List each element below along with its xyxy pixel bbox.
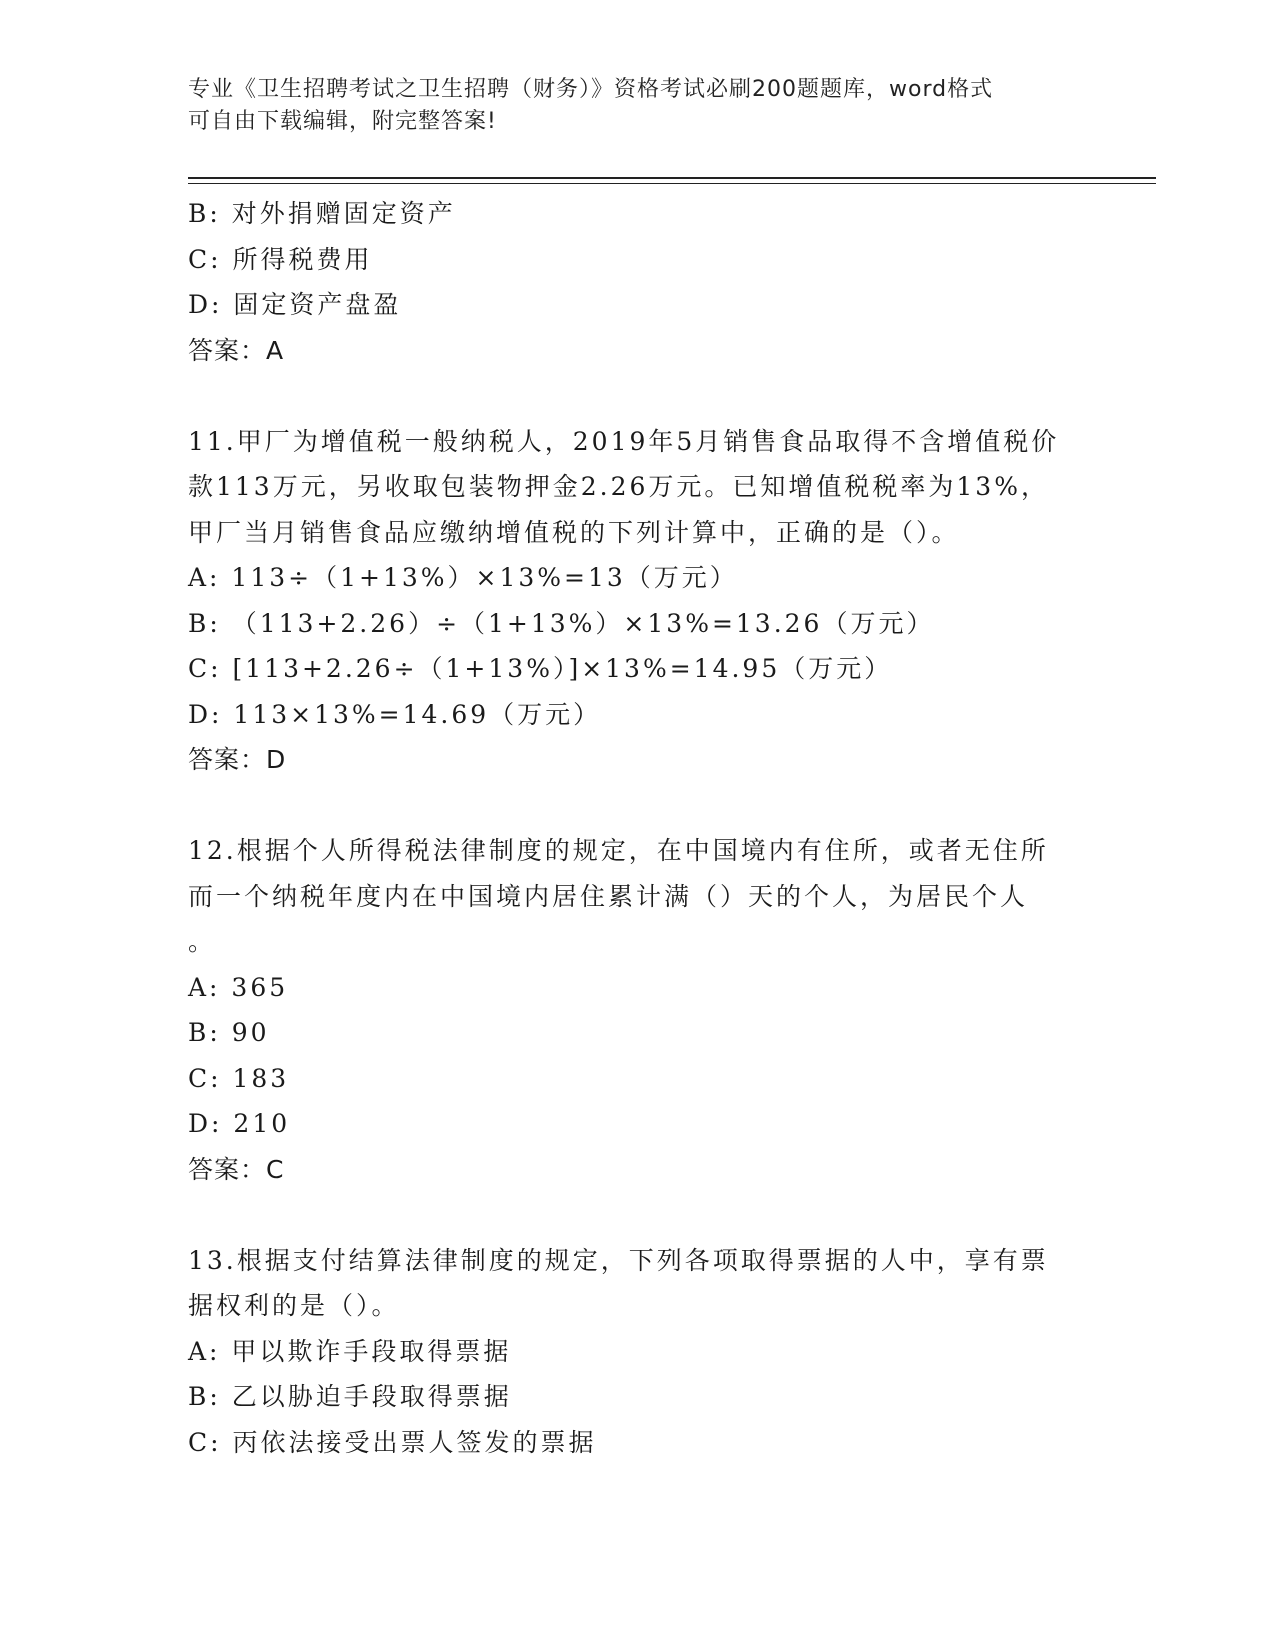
question-text-line: 12.根据个人所得税法律制度的规定，在中国境内有住所，或者无住所 (188, 836, 1049, 865)
answer-label: 答案：D (188, 745, 287, 774)
header-line-2: 可自由下载编辑，附完整答案! (188, 109, 497, 134)
spacer (188, 783, 1088, 829)
option-d: D: 210 (188, 1109, 291, 1138)
answer-label: 答案：A (188, 335, 285, 365)
option-d: D: 113×13%=14.69（万元） (188, 699, 602, 729)
header-line-1: 专业《卫生招聘考试之卫生招聘（财务）》资格考试必刷200题题库，word格式 (188, 77, 994, 102)
question-text-line: 据权利的是（）。 (188, 1291, 400, 1320)
option-b: B: 对外捐赠固定资产 (188, 199, 456, 228)
question-10-tail (188, 191, 1088, 373)
question-text-line: 甲厂当月销售食品应缴纳增值税的下列计算中，正确的是（）。 (188, 517, 960, 547)
question-11 (188, 419, 1088, 783)
question-12 (188, 828, 1088, 1192)
question-text-line: 款113万元，另收取包装物押金2.26万元。已知增值税税率为13%， (188, 472, 1049, 501)
question-text-line: 13.根据支付结算法律制度的规定，下列各项取得票据的人中，享有票 (188, 1245, 1049, 1275)
option-c: C: 所得税费用 (188, 244, 373, 274)
option-b: B: 90 (188, 1018, 270, 1047)
option-c: C: 183 (188, 1063, 290, 1093)
header-divider-thick (188, 177, 1156, 179)
question-13 (188, 1238, 1088, 1466)
header-divider-thin (188, 183, 1156, 184)
question-text-line: 。 (188, 927, 217, 956)
page-header (188, 74, 1068, 138)
option-c: C: 丙依法接受出票人签发的票据 (188, 1427, 597, 1457)
question-content (188, 191, 1088, 1465)
option-a: A: 113÷（1+13%）×13%=13（万元） (188, 563, 738, 592)
option-d: D: 固定资产盘盈 (188, 290, 402, 319)
spacer (188, 373, 1088, 419)
option-a: A: 365 (188, 972, 289, 1002)
question-text-line: 而一个纳税年度内在中国境内居住累计满（）天的个人，为居民个人 (188, 881, 1029, 911)
option-b: B: 乙以胁迫手段取得票据 (188, 1382, 512, 1411)
option-a: A: 甲以欺诈手段取得票据 (188, 1336, 512, 1366)
option-c: C: [113+2.26÷（1+13%）]×13%=14.95（万元） (188, 654, 893, 683)
question-text-line: 11.甲厂为增值税一般纳税人，2019年5月销售食品取得不含增值税价 (188, 426, 1060, 456)
answer-label: 答案：C (188, 1154, 285, 1184)
option-b: B: （113+2.26）÷（1+13%）×13%=13.26（万元） (188, 608, 935, 638)
spacer (188, 1192, 1088, 1238)
